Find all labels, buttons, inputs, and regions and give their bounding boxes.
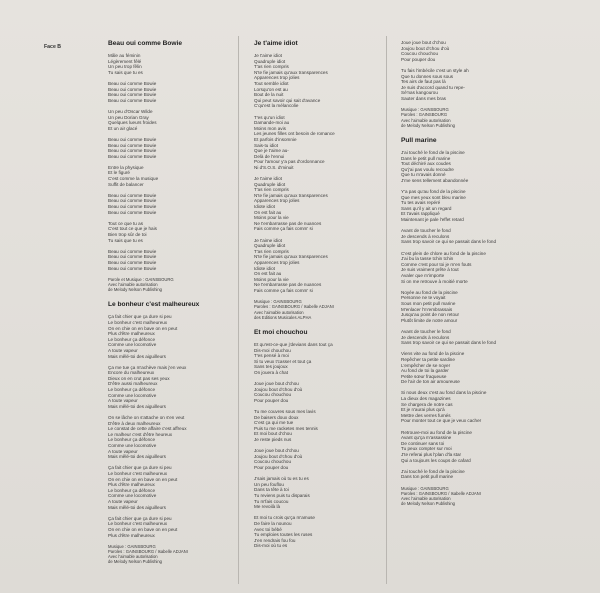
lyric-line: J'ai bu la tasse tchin tchin <box>401 256 454 262</box>
lyric-line: Beau oui comme Bowie <box>108 153 157 159</box>
lyric-line: Tout ce que tu as <box>108 220 143 226</box>
lyric-line: Le bonheur ça défonce <box>108 487 155 493</box>
lyric-line: Un peu Dorian Gray <box>108 114 149 120</box>
lyric-stanza <box>254 515 374 549</box>
credit-line: Avec l'aimable autorisation <box>401 117 451 123</box>
lyric-line: Y'a pas qu'au fond de la piscine <box>401 189 466 195</box>
lyric-stanza <box>254 115 374 171</box>
song-block <box>401 40 521 128</box>
lyric-line: L'empêcher de se noyer <box>401 362 451 368</box>
lyric-line: C'est plein de chlore au fond de la piscine <box>401 250 486 256</box>
lyric-line: On en chie on en bave on en peut <box>108 476 178 482</box>
lyric-line: Plus d'être malheureux <box>108 331 155 337</box>
lyrics-column-1 <box>108 40 228 574</box>
lyric-line: Apparences trop jolies <box>254 259 300 265</box>
face-label: Face B <box>44 44 62 50</box>
lyric-line: Qui a toujours les coups de cafard <box>401 457 471 463</box>
lyric-line: Beau oui comme Bowie <box>108 86 157 92</box>
lyric-line: Que tu donnes sous sous <box>401 73 454 79</box>
lyric-line: Que mes yeux sont bleu marine <box>401 194 466 200</box>
lyric-line: Tu m'fais coucou <box>254 498 289 504</box>
lyric-line: La dieux des magazines <box>401 396 451 402</box>
lyric-line: Sans trop savoir ce qui se passait dans le fond <box>401 239 496 245</box>
lyric-line: Avant qu'ça m'assassine <box>401 435 452 441</box>
credit-line: de Melody Nelson Publishing <box>108 287 163 293</box>
lyric-line: On est fait au <box>254 209 282 215</box>
song-credits <box>401 486 521 507</box>
credit-line: Paroles : GAINSBOURG <box>401 112 448 118</box>
lyric-stanza <box>401 228 521 245</box>
lyric-line: Bien trop sûr de toi <box>108 232 147 237</box>
lyric-line: Apparences trop jolies <box>254 75 300 81</box>
lyric-line: Sé'nas kangourou <box>401 90 438 96</box>
lyric-line: On jouera à chat <box>254 369 288 375</box>
lyric-line: Noyée au fond de la piscine <box>401 289 458 295</box>
song-credits <box>401 107 521 128</box>
lyric-line: Maintenant je pale l'effet retard <box>401 217 464 223</box>
lyric-line: Comme c'est pour toi je m'en fouts <box>401 261 472 267</box>
song-block <box>254 40 374 320</box>
lyric-line: Beau oui comme Bowie <box>108 265 157 271</box>
lyric-line: Tout déchiré aux coudes <box>401 161 451 167</box>
lyric-stanza <box>401 390 521 424</box>
lyric-line: Et moi bout d'chou <box>254 431 292 437</box>
lyric-stanza <box>108 314 228 359</box>
song-credits <box>108 277 228 293</box>
lyric-line: M'enlacer l'm'embrassais <box>401 306 453 312</box>
lyric-line: Ça fait chier que ça dure si peu <box>108 314 172 320</box>
column-divider <box>386 36 387 584</box>
lyric-line: Personne ne te voyait <box>401 295 446 301</box>
lyric-stanza <box>108 81 228 103</box>
lyric-line: Pour monter tout ce que je veux cacher <box>401 418 482 424</box>
lyric-line: Quadruple idiot <box>254 181 286 187</box>
lyric-line: Si on me retrouve à moitié morte <box>401 278 468 284</box>
lyric-line: On se lâche on s'attache on s'en veut <box>108 415 185 421</box>
lyric-line: Coucou chouchou <box>401 51 439 57</box>
lyric-line: Je descends à reculons <box>401 233 450 239</box>
lyric-line: Légèrement fêlé <box>108 58 142 64</box>
lyric-line: J'me sens tellement abandonnée <box>401 177 469 183</box>
lyric-line: Beau oui comme Bowie <box>108 192 157 198</box>
lyric-line: C'est ça qui me tue <box>254 420 294 426</box>
lyric-line: Tu peux compter sur moi <box>401 446 452 452</box>
lyric-line: Sans tes joujoux <box>254 364 288 370</box>
lyric-line: Moins mon avis <box>254 125 286 131</box>
lyric-line: Joujou bout d'chou d'où <box>254 453 303 459</box>
lyric-line: Sans qu'il y ait un regard <box>401 205 452 211</box>
lyric-line: De continuer sans toi <box>401 440 445 446</box>
lyric-line: J'ai touché le fond de la piscine <box>401 468 465 474</box>
lyric-line: Dans le petit pull marine <box>401 155 451 161</box>
lyric-line: Ne t'embarrasse pas de nuances <box>254 282 322 288</box>
lyric-line: Plus d'être malheureux <box>108 532 155 538</box>
lyric-line: De faire la nounou <box>254 520 292 526</box>
song-title: Beau oui comme Bowie <box>108 40 183 47</box>
lyric-line: Le malheur c'est d'être heureux <box>108 431 173 437</box>
lyric-line: Beau oui comme Bowie <box>108 209 157 215</box>
lyric-stanza <box>108 465 228 510</box>
song-title: Et moi chouchou <box>254 328 308 336</box>
lyric-line: Beau oui comme Bowie <box>108 198 157 204</box>
lyric-line: Mais mêlé-toi des aiguilleurs <box>108 504 166 510</box>
lyric-line: D'être à deux malheureux <box>108 420 161 426</box>
lyric-line: Suffit de balancer <box>108 181 144 187</box>
lyric-line: Avaler que m'importe <box>401 273 445 278</box>
lyric-line: Et parfois d'insomnie <box>254 136 297 142</box>
lyric-line: Mais mêlé-toi des aiguilleurs <box>108 353 166 359</box>
lyric-line: Et moi tu crois qu'ça m'amuse <box>254 515 315 521</box>
lyric-line: Comme une locomotive <box>108 443 157 449</box>
lyric-line: Et un air glacé <box>108 125 138 131</box>
lyric-line: Et qu'est-ce-que j'devians dans tout ça <box>254 341 333 347</box>
lyric-line: Encore du malheureux <box>108 370 155 376</box>
credit-line: Paroles : GAINSBOURG / Isabelle ADJANI <box>108 548 188 554</box>
lyric-line: Beau oui comme Bowie <box>108 259 157 265</box>
lyric-stanza <box>401 40 521 62</box>
lyric-line: A toute vapeur <box>108 347 138 353</box>
lyric-line: On en chie on en bave on en peut <box>108 325 178 331</box>
lyric-line: Joujou bout d'chou d'où <box>254 386 303 392</box>
lyric-line: Avant de toucher le fond <box>401 228 451 234</box>
lyric-line: Comme une locomotive <box>108 493 157 499</box>
lyric-line: Entre la physique <box>108 164 144 170</box>
lyric-line: Ça me tue ça m'achève mais j'en veux <box>108 364 187 370</box>
lyric-line: Fais comme ça fais comm' si <box>254 226 313 232</box>
lyric-line: Apparences trop jolies <box>254 198 300 204</box>
lyric-stanza <box>401 68 521 102</box>
credit-line: Paroles : GAINSBOURG / Isabelle ADJANI <box>401 490 481 496</box>
lyric-stanza <box>108 365 228 410</box>
lyric-line: Beau oui comme Bowie <box>108 248 157 254</box>
lyric-line: A toute vapeur <box>108 498 138 504</box>
lyric-stanza <box>401 251 521 285</box>
lyric-stanza <box>108 249 228 271</box>
lyric-line: Et t'avais rappliqué <box>401 211 440 217</box>
lyric-line: Je t'aime idiot <box>254 176 282 182</box>
song-title: Le bonheur c'est malheureux <box>108 301 200 309</box>
lyric-line: Les jeunes filles ont besoin de romance <box>254 131 335 137</box>
lyric-line: Repêcher ta petite sardine <box>401 356 455 362</box>
lyric-line: Moins pour la vie <box>254 215 289 221</box>
lyric-line: Dis-moi où tu es <box>254 543 288 549</box>
lyric-line: Ne t'embarrasse pas de nuances <box>254 220 322 226</box>
lyric-line: Tout semble idiot <box>254 80 289 86</box>
lyric-line: Beau oui comme Bowie <box>108 97 157 103</box>
lyric-stanza <box>254 53 374 109</box>
lyric-line: Quadruple idiot <box>254 243 286 249</box>
lyric-stanza <box>108 193 228 215</box>
lyric-line: J'te referai plus l'plan d'la star <box>401 452 462 457</box>
lyric-line: Mettre des verres fumés <box>401 412 451 418</box>
lyric-stanza <box>254 476 374 510</box>
lyric-stanza <box>401 189 521 223</box>
lyric-line: Retrouve-moi au fond de la piscine <box>401 429 472 435</box>
lyric-stanza <box>401 430 521 464</box>
lyric-line: Beau oui comme Bowie <box>108 136 157 142</box>
lyric-line: Mais mêlé-toi des aiguilleurs <box>108 403 166 409</box>
lyric-line: A toute vapeur <box>108 398 138 404</box>
lyric-line: Pour pouper dou <box>401 56 436 62</box>
lyric-line: Tu me couvres sous mes lavis <box>254 409 316 415</box>
lyrics-column-3 <box>401 40 521 515</box>
lyric-line: Puis tu me racketes mes tennis <box>254 425 318 431</box>
lyric-line: On est fait au <box>254 271 282 277</box>
lyric-line: Mais mêlé-toi des aiguilleurs <box>108 454 166 460</box>
lyric-line: Fais comme ça fais comm' si <box>254 287 313 293</box>
lyric-line: Pour pouper dou <box>254 465 289 470</box>
lyric-line: Le bonheur ça défonce <box>108 387 155 393</box>
lyric-line: Moins pour la vie <box>254 276 289 282</box>
lyric-stanza <box>108 53 228 75</box>
lyric-stanza <box>108 137 228 159</box>
lyric-stanza <box>108 415 228 460</box>
lyric-stanza <box>254 409 374 443</box>
lyric-line: Beau oui comme Bowie <box>108 142 157 148</box>
lyric-line: Pour pouper dou <box>254 397 289 403</box>
lyric-line: Sans trop savoir ce qui se passait dans le fond <box>401 340 496 346</box>
lyric-stanza <box>254 448 374 470</box>
lyric-line: Je descends à reculons <box>401 334 450 340</box>
lyric-line: Sous mon petit pull marine <box>401 300 456 306</box>
lyric-line: Se chargera de notre cas <box>401 401 453 407</box>
lyric-line: Beau oui comme Bowie <box>108 80 157 86</box>
credit-line: Musique : GAINSBOURG <box>108 543 156 549</box>
lyric-line: Un peu fouflou <box>254 481 284 487</box>
lyric-line: T'as rien compris <box>254 187 289 193</box>
lyric-line: Avant de toucher le fond <box>401 328 451 334</box>
song-block <box>401 137 521 506</box>
lyric-line: Ni d'S.O.S. d'minuit <box>254 164 294 170</box>
lyric-line: Si nous deux c'est au fond dans la piscine <box>401 390 487 396</box>
lyric-line: Je t'aime idiot <box>254 237 282 243</box>
lyrics-column-2 <box>254 40 374 558</box>
lyric-line: Me revoilà là <box>254 504 281 510</box>
credit-line: Avec l'aimable autorisation <box>108 281 158 287</box>
lyric-line: Un peu trop fêlin <box>108 64 142 70</box>
lyric-line: Sais-tu idiot <box>254 142 279 148</box>
credit-line: de Melody Nelson Publishing <box>108 559 163 565</box>
lyric-line: Lorsqu'on est au <box>254 86 288 92</box>
lyric-line: De baisers doux doux <box>254 414 299 420</box>
lyric-line: N'te fie jamais qu'aux transparences <box>254 69 328 75</box>
lyric-line: Au fond de toi la garder <box>401 368 449 374</box>
credit-line: de Melody Nelson Publishing <box>401 501 456 507</box>
credit-line: Avec l'aimable autorisation <box>401 495 451 501</box>
lyric-line: Beau oui comme Bowie <box>108 254 157 260</box>
credit-line: Musique : GAINSBOURG <box>401 485 449 491</box>
lyric-line: Le bonheur ça défonce <box>108 336 155 342</box>
lyric-line: Quelques lueurs froides <box>108 120 157 126</box>
lyric-line: C'est tout ce que je hais <box>108 226 157 232</box>
lyric-stanza <box>401 351 521 385</box>
credit-line: de Melody Nelson Publishing <box>401 122 456 128</box>
lyric-line: Et le figuré <box>108 170 130 176</box>
lyric-line: Je t'aime idiot <box>254 53 282 58</box>
lyric-line: Que tu m'avais donné <box>401 172 446 178</box>
lyric-line: Tes airs de faut pas là <box>401 79 446 85</box>
credit-line: des Editions Musicales ALPHA <box>254 314 312 320</box>
lyric-line: Comme une locomotive <box>108 342 157 348</box>
lyric-line: Tu sais que tu es <box>108 69 143 75</box>
song-block <box>108 301 228 564</box>
lyric-line: Tu emploies toutes les ruses <box>254 532 313 538</box>
lyric-line: Comme une locomotive <box>108 392 157 398</box>
lyric-line: Le bonheur c'est malheureux <box>108 470 168 476</box>
lyric-line: Mâle au féminin <box>108 53 141 58</box>
lyric-line: Jusqu'au point de non retour <box>401 312 460 318</box>
lyric-line: Plus d'être malheureux <box>108 482 155 488</box>
lyric-line: Je suis d'accord quand tu repe- <box>401 84 465 90</box>
lyric-line: Dis-moi chouchou <box>254 347 291 353</box>
lyric-line: Qui peut savoir qui sait d'avance <box>254 97 321 103</box>
lyric-stanza <box>254 176 374 232</box>
lyric-stanza <box>254 381 374 403</box>
lyric-line: Viens vite au fond de la piscine <box>401 351 465 357</box>
lyric-line: Ça fait chier que ça dure si peu <box>108 515 172 521</box>
song-title: Pull marine <box>401 136 437 144</box>
lyric-line: On en chie on en bave on en peut <box>108 526 178 532</box>
lyric-line: Dans ta tête à toi <box>254 487 289 493</box>
lyric-line: Le constat de cette affaire c'est affreux <box>108 426 187 432</box>
credit-line: Parole et Musique : GAINSBOURG <box>108 276 174 282</box>
lyric-stanza <box>108 165 228 187</box>
lyric-line: Sauter dans mes bras <box>401 95 446 101</box>
column-divider <box>238 36 239 584</box>
lyric-stanza <box>108 109 228 131</box>
lyric-stanza <box>401 290 521 324</box>
lyric-stanza <box>108 516 228 538</box>
lyric-line: Idiote idiot <box>254 265 275 271</box>
lyric-line: N'te fie jamais qu'aux transparences <box>254 192 328 198</box>
lyric-line: Dans ton petit pull marine <box>401 474 454 480</box>
lyric-line: Delà de l'ennui <box>254 153 285 159</box>
lyric-stanza <box>401 150 521 184</box>
lyric-line: J'sais jamais où tu es tu es <box>254 476 309 482</box>
lyric-line: Quadruple idiot <box>254 58 286 64</box>
lyric-line: Bout de la nuit <box>254 92 284 98</box>
credit-line: Musique : GAINSBOURG <box>254 299 302 305</box>
lyric-line: A toute vapeur <box>108 448 138 454</box>
credit-line: Paroles : GAINSBOURG / Isabelle ADJANI <box>254 304 334 310</box>
lyric-stanza <box>254 238 374 294</box>
lyric-line: Et je n'aurai plus qu'à <box>401 407 445 413</box>
lyric-line: Tu sais que tu es <box>108 237 143 243</box>
credit-line: Musique : GAINSBOURG <box>401 107 449 113</box>
lyric-line: Tu fais l'imbécile c'est un style ah <box>401 67 469 73</box>
song-block <box>254 329 374 549</box>
lyric-line: D'être aussi malheureux <box>108 381 158 387</box>
lyric-line: Coucou chouchou <box>254 392 292 398</box>
lyric-line: N'te fie jamais qu'aux transparences <box>254 254 328 260</box>
lyric-line: Ça fait chier que ça dure si peu <box>108 465 172 471</box>
lyric-line: T'as rien compris <box>254 64 289 70</box>
lyric-line: Pour l'amour y'a pas d'ordonnance <box>254 159 325 165</box>
lyric-line: Idiote idiot <box>254 204 275 210</box>
lyric-line: Joue joue bout d'chou <box>401 40 446 45</box>
lyric-line: T'as rien compris <box>254 248 289 254</box>
lyric-stanza <box>401 329 521 346</box>
lyric-line: T'es qu'un idiot <box>254 114 285 120</box>
lyric-line: Tu reviens puis tu disparais <box>254 492 310 498</box>
lyric-line: C'est comme la musique <box>108 176 159 182</box>
lyric-line: Le bonheur c'est malheureux <box>108 319 168 325</box>
lyric-line: Le bonheur ça défonce <box>108 437 155 443</box>
lyric-line: Coucou chouchou <box>254 459 292 465</box>
lyric-line: Qu'j'ai pas voulu recoudre <box>401 166 454 172</box>
song-credits <box>254 299 374 320</box>
lyric-line: Je suis vraiment prête à tout <box>401 267 459 273</box>
lyric-line: J'en rendrais fou fou <box>254 537 296 543</box>
lyric-stanza <box>401 469 521 480</box>
song-block <box>108 40 228 292</box>
lyric-line: C'qu'est la mélancolie <box>254 103 299 109</box>
lyric-line: Beau oui comme Bowie <box>108 92 157 98</box>
lyric-line: Un peu d'Oscar Wilde <box>108 108 153 114</box>
lyric-line: J'ai touché le fond de la piscine <box>401 149 465 155</box>
lyric-line: Beau oui comme Bowie <box>108 148 157 154</box>
lyric-line: De l'air de ton air amoureuse <box>401 379 460 385</box>
lyric-line: Je reste pieds nus <box>254 437 292 443</box>
credit-line: Avec l'aimable autorisation <box>108 554 158 560</box>
lyric-stanza <box>108 221 228 243</box>
credit-line: Avec l'aimable autorisation <box>254 309 304 315</box>
lyric-line: Avec toi bébé <box>254 526 282 532</box>
lyric-line: Joue joue bout d'chou <box>254 448 299 454</box>
lyric-line: Tu tes avais repéré <box>401 200 441 206</box>
lyric-line: Dieux on en crut pas ses yeux <box>108 375 170 381</box>
lyric-line: Que je t'aime au- <box>254 148 289 154</box>
lyric-line: Damande-moi au <box>254 120 290 126</box>
lyric-line: Petite sœur fraqueuse <box>401 373 447 379</box>
lyric-line: Beau oui comme Bowie <box>108 204 157 210</box>
song-credits <box>108 544 228 565</box>
lyric-line: Le bonheur c'est malheureux <box>108 521 168 527</box>
lyric-line: Plutôt limite de notre amour <box>401 317 458 323</box>
lyric-line: Si tu veux t'casser et tout ça <box>254 358 312 364</box>
lyric-line: Joujou bout d'chou d'où <box>401 45 450 51</box>
lyric-stanza <box>254 342 374 376</box>
lyric-line: T'es pensé à moi <box>254 353 289 359</box>
lyric-line: Joue joue bout d'chou <box>254 381 299 387</box>
song-title: Je t'aime idiot <box>254 40 298 47</box>
